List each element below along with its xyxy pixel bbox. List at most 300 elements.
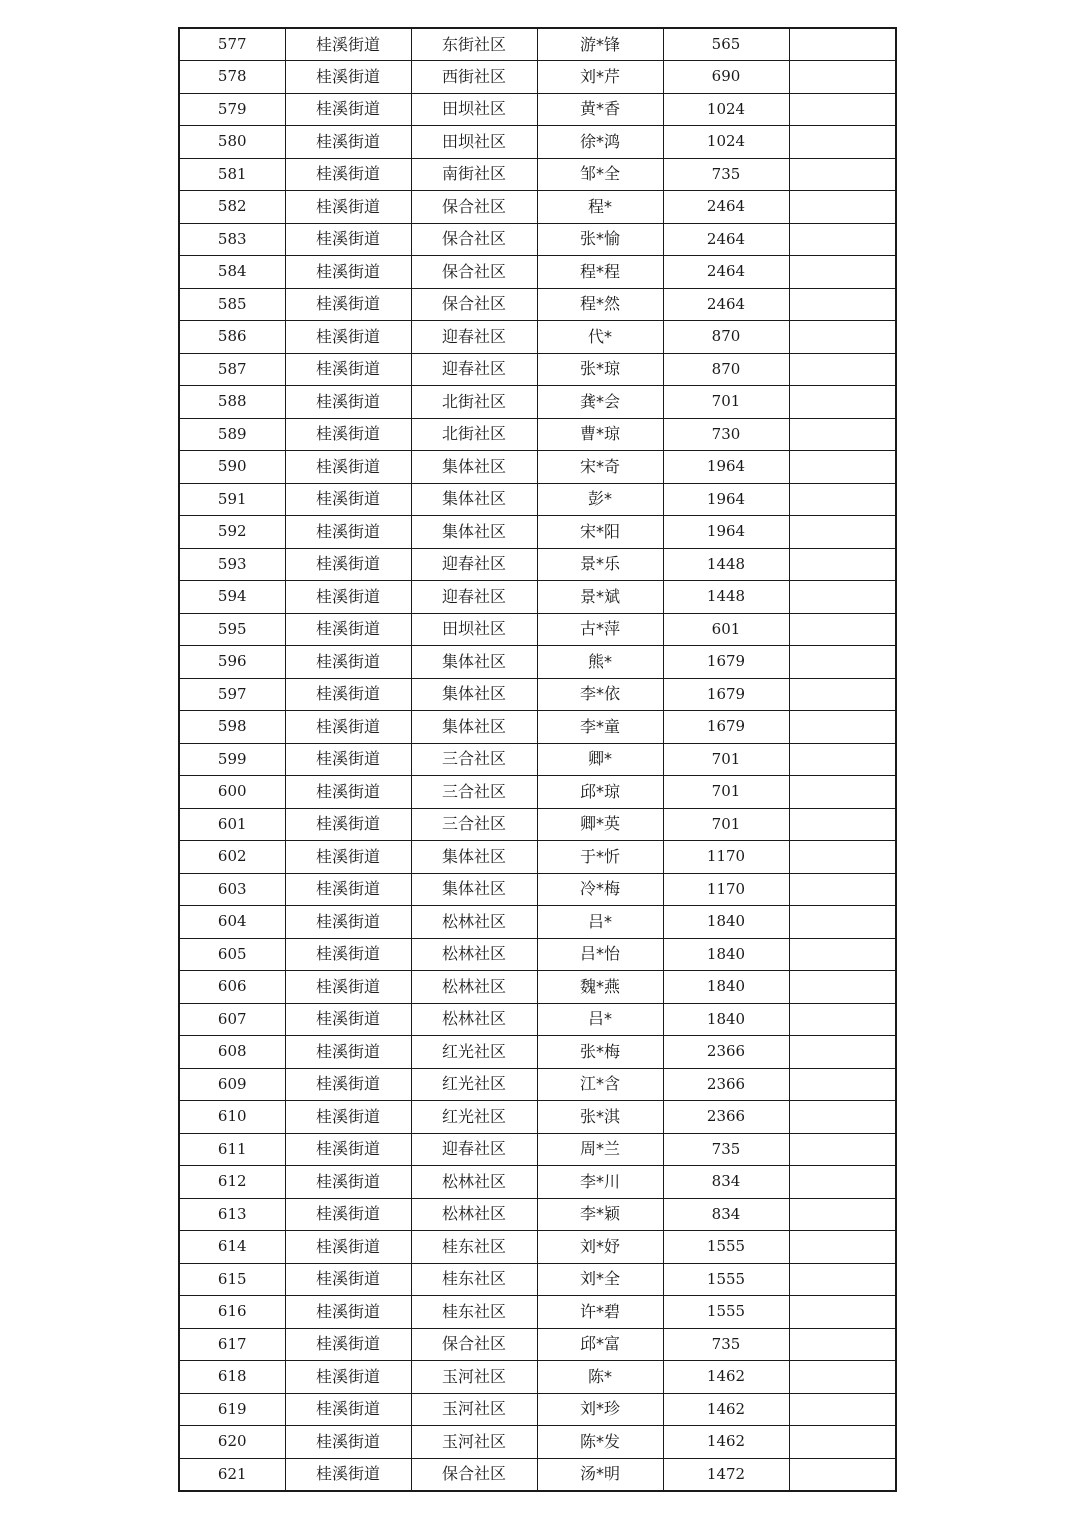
cell-person-name: 邱*琼 bbox=[537, 776, 663, 809]
cell-serial-number: 587 bbox=[179, 353, 285, 386]
table-row bbox=[179, 483, 896, 516]
cell-street: 桂溪街道 bbox=[285, 191, 411, 224]
cell-amount: 2464 bbox=[663, 191, 789, 224]
table-row bbox=[179, 1426, 896, 1459]
cell-street: 桂溪街道 bbox=[285, 321, 411, 354]
cell-person-name: 徐*鸿 bbox=[537, 126, 663, 159]
table-row bbox=[179, 1328, 896, 1361]
cell-community: 田坝社区 bbox=[411, 93, 537, 126]
cell-street: 桂溪街道 bbox=[285, 223, 411, 256]
table-row bbox=[179, 646, 896, 679]
cell-street: 桂溪街道 bbox=[285, 1068, 411, 1101]
cell-person-name: 熊* bbox=[537, 646, 663, 679]
cell-community: 玉河社区 bbox=[411, 1426, 537, 1459]
cell-amount: 735 bbox=[663, 1328, 789, 1361]
cell-person-name: 卿*英 bbox=[537, 808, 663, 841]
cell-amount: 1964 bbox=[663, 483, 789, 516]
cell-remark bbox=[789, 386, 896, 419]
cell-remark bbox=[789, 1263, 896, 1296]
cell-amount: 1679 bbox=[663, 711, 789, 744]
cell-street: 桂溪街道 bbox=[285, 256, 411, 289]
cell-community: 松林社区 bbox=[411, 1003, 537, 1036]
table-row bbox=[179, 906, 896, 939]
cell-community: 集体社区 bbox=[411, 678, 537, 711]
cell-person-name: 刘*芹 bbox=[537, 61, 663, 94]
cell-person-name: 代* bbox=[537, 321, 663, 354]
cell-community: 集体社区 bbox=[411, 873, 537, 906]
cell-person-name: 曹*琼 bbox=[537, 418, 663, 451]
cell-community: 迎春社区 bbox=[411, 581, 537, 614]
table-row bbox=[179, 516, 896, 549]
cell-serial-number: 599 bbox=[179, 743, 285, 776]
cell-remark bbox=[789, 971, 896, 1004]
cell-community: 集体社区 bbox=[411, 711, 537, 744]
cell-street: 桂溪街道 bbox=[285, 1361, 411, 1394]
cell-person-name: 宋*奇 bbox=[537, 451, 663, 484]
cell-amount: 565 bbox=[663, 28, 789, 61]
cell-remark bbox=[789, 1361, 896, 1394]
cell-remark bbox=[789, 1133, 896, 1166]
cell-community: 迎春社区 bbox=[411, 321, 537, 354]
cell-serial-number: 583 bbox=[179, 223, 285, 256]
table-row bbox=[179, 1296, 896, 1329]
cell-street: 桂溪街道 bbox=[285, 93, 411, 126]
table-row bbox=[179, 386, 896, 419]
cell-remark bbox=[789, 1393, 896, 1426]
cell-community: 集体社区 bbox=[411, 841, 537, 874]
cell-remark bbox=[789, 191, 896, 224]
cell-serial-number: 615 bbox=[179, 1263, 285, 1296]
cell-community: 西街社区 bbox=[411, 61, 537, 94]
cell-remark bbox=[789, 1101, 896, 1134]
cell-remark bbox=[789, 451, 896, 484]
cell-community: 保合社区 bbox=[411, 256, 537, 289]
cell-community: 红光社区 bbox=[411, 1068, 537, 1101]
cell-serial-number: 620 bbox=[179, 1426, 285, 1459]
cell-person-name: 宋*阳 bbox=[537, 516, 663, 549]
cell-remark bbox=[789, 841, 896, 874]
cell-remark bbox=[789, 483, 896, 516]
cell-remark bbox=[789, 288, 896, 321]
cell-street: 桂溪街道 bbox=[285, 1458, 411, 1491]
cell-street: 桂溪街道 bbox=[285, 1166, 411, 1199]
cell-serial-number: 597 bbox=[179, 678, 285, 711]
cell-serial-number: 609 bbox=[179, 1068, 285, 1101]
cell-remark bbox=[789, 613, 896, 646]
table-row bbox=[179, 418, 896, 451]
cell-street: 桂溪街道 bbox=[285, 1231, 411, 1264]
cell-serial-number: 621 bbox=[179, 1458, 285, 1491]
cell-serial-number: 584 bbox=[179, 256, 285, 289]
cell-community: 桂东社区 bbox=[411, 1263, 537, 1296]
cell-street: 桂溪街道 bbox=[285, 971, 411, 1004]
cell-remark bbox=[789, 906, 896, 939]
cell-amount: 701 bbox=[663, 776, 789, 809]
cell-serial-number: 611 bbox=[179, 1133, 285, 1166]
cell-remark bbox=[789, 1296, 896, 1329]
cell-amount: 735 bbox=[663, 1133, 789, 1166]
cell-amount: 1964 bbox=[663, 516, 789, 549]
cell-serial-number: 595 bbox=[179, 613, 285, 646]
cell-person-name: 汤*明 bbox=[537, 1458, 663, 1491]
cell-person-name: 李*颖 bbox=[537, 1198, 663, 1231]
cell-amount: 690 bbox=[663, 61, 789, 94]
table-row bbox=[179, 1231, 896, 1264]
cell-amount: 1462 bbox=[663, 1361, 789, 1394]
cell-remark bbox=[789, 321, 896, 354]
cell-street: 桂溪街道 bbox=[285, 1198, 411, 1231]
cell-community: 松林社区 bbox=[411, 1166, 537, 1199]
cell-person-name: 魏*燕 bbox=[537, 971, 663, 1004]
cell-remark bbox=[789, 1198, 896, 1231]
cell-street: 桂溪街道 bbox=[285, 548, 411, 581]
table-row bbox=[179, 191, 896, 224]
cell-remark bbox=[789, 1036, 896, 1069]
cell-street: 桂溪街道 bbox=[285, 1003, 411, 1036]
cell-amount: 1964 bbox=[663, 451, 789, 484]
cell-serial-number: 591 bbox=[179, 483, 285, 516]
cell-serial-number: 619 bbox=[179, 1393, 285, 1426]
cell-amount: 735 bbox=[663, 158, 789, 191]
cell-person-name: 邹*全 bbox=[537, 158, 663, 191]
cell-serial-number: 580 bbox=[179, 126, 285, 159]
table-row bbox=[179, 841, 896, 874]
cell-person-name: 古*萍 bbox=[537, 613, 663, 646]
cell-person-name: 程* bbox=[537, 191, 663, 224]
cell-amount: 1555 bbox=[663, 1231, 789, 1264]
cell-remark bbox=[789, 126, 896, 159]
cell-community: 松林社区 bbox=[411, 971, 537, 1004]
cell-community: 集体社区 bbox=[411, 516, 537, 549]
cell-amount: 701 bbox=[663, 808, 789, 841]
roster-table bbox=[178, 27, 897, 1492]
cell-person-name: 吕* bbox=[537, 1003, 663, 1036]
cell-street: 桂溪街道 bbox=[285, 516, 411, 549]
cell-remark bbox=[789, 418, 896, 451]
cell-amount: 1679 bbox=[663, 646, 789, 679]
cell-person-name: 吕*怡 bbox=[537, 938, 663, 971]
table-row bbox=[179, 1166, 896, 1199]
cell-person-name: 张*梅 bbox=[537, 1036, 663, 1069]
cell-remark bbox=[789, 1458, 896, 1491]
cell-amount: 1840 bbox=[663, 971, 789, 1004]
cell-amount: 601 bbox=[663, 613, 789, 646]
cell-remark bbox=[789, 938, 896, 971]
roster-table-body bbox=[179, 28, 896, 1491]
cell-serial-number: 594 bbox=[179, 581, 285, 614]
cell-serial-number: 617 bbox=[179, 1328, 285, 1361]
cell-street: 桂溪街道 bbox=[285, 841, 411, 874]
cell-amount: 1555 bbox=[663, 1263, 789, 1296]
cell-amount: 2366 bbox=[663, 1068, 789, 1101]
cell-community: 松林社区 bbox=[411, 1198, 537, 1231]
table-row bbox=[179, 1458, 896, 1491]
cell-serial-number: 610 bbox=[179, 1101, 285, 1134]
cell-amount: 2464 bbox=[663, 223, 789, 256]
cell-amount: 870 bbox=[663, 353, 789, 386]
cell-person-name: 李*川 bbox=[537, 1166, 663, 1199]
table-row bbox=[179, 288, 896, 321]
cell-amount: 1840 bbox=[663, 1003, 789, 1036]
cell-street: 桂溪街道 bbox=[285, 418, 411, 451]
cell-community: 桂东社区 bbox=[411, 1231, 537, 1264]
cell-street: 桂溪街道 bbox=[285, 1101, 411, 1134]
table-row bbox=[179, 776, 896, 809]
cell-person-name: 张*琼 bbox=[537, 353, 663, 386]
cell-amount: 2464 bbox=[663, 256, 789, 289]
cell-amount: 1024 bbox=[663, 126, 789, 159]
table-row bbox=[179, 1393, 896, 1426]
cell-remark bbox=[789, 93, 896, 126]
table-row bbox=[179, 743, 896, 776]
cell-person-name: 李*依 bbox=[537, 678, 663, 711]
cell-person-name: 刘*妤 bbox=[537, 1231, 663, 1264]
cell-serial-number: 612 bbox=[179, 1166, 285, 1199]
cell-serial-number: 588 bbox=[179, 386, 285, 419]
cell-amount: 1448 bbox=[663, 581, 789, 614]
cell-remark bbox=[789, 61, 896, 94]
cell-serial-number: 616 bbox=[179, 1296, 285, 1329]
cell-street: 桂溪街道 bbox=[285, 646, 411, 679]
table-row bbox=[179, 126, 896, 159]
cell-community: 三合社区 bbox=[411, 743, 537, 776]
cell-amount: 1170 bbox=[663, 873, 789, 906]
cell-street: 桂溪街道 bbox=[285, 1426, 411, 1459]
table-row bbox=[179, 61, 896, 94]
cell-amount: 1462 bbox=[663, 1426, 789, 1459]
cell-street: 桂溪街道 bbox=[285, 1296, 411, 1329]
cell-community: 迎春社区 bbox=[411, 548, 537, 581]
cell-amount: 701 bbox=[663, 386, 789, 419]
cell-serial-number: 592 bbox=[179, 516, 285, 549]
cell-person-name: 李*童 bbox=[537, 711, 663, 744]
cell-street: 桂溪街道 bbox=[285, 483, 411, 516]
table-row bbox=[179, 678, 896, 711]
cell-street: 桂溪街道 bbox=[285, 1133, 411, 1166]
cell-street: 桂溪街道 bbox=[285, 1036, 411, 1069]
cell-person-name: 刘*珍 bbox=[537, 1393, 663, 1426]
table-row bbox=[179, 223, 896, 256]
cell-person-name: 游*锋 bbox=[537, 28, 663, 61]
cell-serial-number: 596 bbox=[179, 646, 285, 679]
cell-amount: 2464 bbox=[663, 288, 789, 321]
cell-amount: 2366 bbox=[663, 1101, 789, 1134]
cell-serial-number: 585 bbox=[179, 288, 285, 321]
cell-amount: 834 bbox=[663, 1198, 789, 1231]
cell-street: 桂溪街道 bbox=[285, 386, 411, 419]
cell-community: 集体社区 bbox=[411, 451, 537, 484]
cell-person-name: 黄*香 bbox=[537, 93, 663, 126]
cell-person-name: 景*乐 bbox=[537, 548, 663, 581]
cell-amount: 1840 bbox=[663, 938, 789, 971]
cell-street: 桂溪街道 bbox=[285, 353, 411, 386]
cell-community: 三合社区 bbox=[411, 776, 537, 809]
cell-remark bbox=[789, 1426, 896, 1459]
cell-street: 桂溪街道 bbox=[285, 906, 411, 939]
cell-amount: 1024 bbox=[663, 93, 789, 126]
cell-amount: 1555 bbox=[663, 1296, 789, 1329]
cell-serial-number: 593 bbox=[179, 548, 285, 581]
cell-remark bbox=[789, 28, 896, 61]
table-row bbox=[179, 808, 896, 841]
cell-street: 桂溪街道 bbox=[285, 288, 411, 321]
cell-person-name: 江*含 bbox=[537, 1068, 663, 1101]
table-row bbox=[179, 1361, 896, 1394]
cell-remark bbox=[789, 808, 896, 841]
cell-community: 玉河社区 bbox=[411, 1393, 537, 1426]
table-row bbox=[179, 581, 896, 614]
cell-remark bbox=[789, 581, 896, 614]
cell-serial-number: 605 bbox=[179, 938, 285, 971]
cell-amount: 1462 bbox=[663, 1393, 789, 1426]
table-row bbox=[179, 548, 896, 581]
cell-serial-number: 602 bbox=[179, 841, 285, 874]
cell-community: 三合社区 bbox=[411, 808, 537, 841]
table-row bbox=[179, 93, 896, 126]
cell-street: 桂溪街道 bbox=[285, 28, 411, 61]
cell-community: 保合社区 bbox=[411, 1328, 537, 1361]
table-row bbox=[179, 1068, 896, 1101]
cell-street: 桂溪街道 bbox=[285, 808, 411, 841]
table-row bbox=[179, 158, 896, 191]
table-row bbox=[179, 353, 896, 386]
cell-serial-number: 613 bbox=[179, 1198, 285, 1231]
cell-community: 保合社区 bbox=[411, 288, 537, 321]
cell-remark bbox=[789, 743, 896, 776]
cell-serial-number: 618 bbox=[179, 1361, 285, 1394]
cell-street: 桂溪街道 bbox=[285, 613, 411, 646]
cell-remark bbox=[789, 353, 896, 386]
cell-amount: 834 bbox=[663, 1166, 789, 1199]
cell-community: 迎春社区 bbox=[411, 1133, 537, 1166]
cell-person-name: 吕* bbox=[537, 906, 663, 939]
cell-remark bbox=[789, 1231, 896, 1264]
cell-serial-number: 579 bbox=[179, 93, 285, 126]
cell-community: 玉河社区 bbox=[411, 1361, 537, 1394]
cell-street: 桂溪街道 bbox=[285, 1393, 411, 1426]
cell-community: 保合社区 bbox=[411, 1458, 537, 1491]
table-row bbox=[179, 711, 896, 744]
cell-person-name: 周*兰 bbox=[537, 1133, 663, 1166]
cell-remark bbox=[789, 1003, 896, 1036]
table-row bbox=[179, 613, 896, 646]
cell-person-name: 于*忻 bbox=[537, 841, 663, 874]
cell-serial-number: 604 bbox=[179, 906, 285, 939]
cell-street: 桂溪街道 bbox=[285, 743, 411, 776]
cell-serial-number: 614 bbox=[179, 1231, 285, 1264]
cell-remark bbox=[789, 873, 896, 906]
cell-community: 桂东社区 bbox=[411, 1296, 537, 1329]
cell-serial-number: 601 bbox=[179, 808, 285, 841]
cell-serial-number: 607 bbox=[179, 1003, 285, 1036]
cell-street: 桂溪街道 bbox=[285, 158, 411, 191]
cell-amount: 2366 bbox=[663, 1036, 789, 1069]
cell-person-name: 彭* bbox=[537, 483, 663, 516]
cell-person-name: 许*碧 bbox=[537, 1296, 663, 1329]
cell-serial-number: 606 bbox=[179, 971, 285, 1004]
cell-serial-number: 603 bbox=[179, 873, 285, 906]
cell-serial-number: 590 bbox=[179, 451, 285, 484]
cell-community: 田坝社区 bbox=[411, 126, 537, 159]
cell-community: 红光社区 bbox=[411, 1036, 537, 1069]
table-row bbox=[179, 938, 896, 971]
cell-person-name: 刘*全 bbox=[537, 1263, 663, 1296]
cell-person-name: 张*淇 bbox=[537, 1101, 663, 1134]
cell-remark bbox=[789, 223, 896, 256]
table-row bbox=[179, 1036, 896, 1069]
cell-street: 桂溪街道 bbox=[285, 61, 411, 94]
cell-remark bbox=[789, 776, 896, 809]
table-row bbox=[179, 451, 896, 484]
cell-street: 桂溪街道 bbox=[285, 711, 411, 744]
cell-person-name: 程*程 bbox=[537, 256, 663, 289]
cell-street: 桂溪街道 bbox=[285, 1263, 411, 1296]
cell-amount: 1679 bbox=[663, 678, 789, 711]
cell-remark bbox=[789, 1068, 896, 1101]
cell-street: 桂溪街道 bbox=[285, 1328, 411, 1361]
cell-amount: 1840 bbox=[663, 906, 789, 939]
cell-community: 田坝社区 bbox=[411, 613, 537, 646]
cell-community: 红光社区 bbox=[411, 1101, 537, 1134]
cell-person-name: 卿* bbox=[537, 743, 663, 776]
cell-amount: 1472 bbox=[663, 1458, 789, 1491]
cell-person-name: 邱*富 bbox=[537, 1328, 663, 1361]
table-row bbox=[179, 256, 896, 289]
cell-community: 松林社区 bbox=[411, 906, 537, 939]
cell-person-name: 陈*发 bbox=[537, 1426, 663, 1459]
cell-community: 北街社区 bbox=[411, 386, 537, 419]
table-row bbox=[179, 971, 896, 1004]
table-row bbox=[179, 1003, 896, 1036]
table-row bbox=[179, 1101, 896, 1134]
cell-remark bbox=[789, 256, 896, 289]
cell-remark bbox=[789, 1166, 896, 1199]
cell-remark bbox=[789, 678, 896, 711]
cell-community: 北街社区 bbox=[411, 418, 537, 451]
cell-community: 松林社区 bbox=[411, 938, 537, 971]
cell-street: 桂溪街道 bbox=[285, 873, 411, 906]
cell-person-name: 程*然 bbox=[537, 288, 663, 321]
cell-community: 南街社区 bbox=[411, 158, 537, 191]
cell-serial-number: 586 bbox=[179, 321, 285, 354]
table-row bbox=[179, 1263, 896, 1296]
table-row bbox=[179, 1198, 896, 1231]
cell-serial-number: 598 bbox=[179, 711, 285, 744]
cell-serial-number: 600 bbox=[179, 776, 285, 809]
cell-person-name: 龚*会 bbox=[537, 386, 663, 419]
cell-person-name: 冷*梅 bbox=[537, 873, 663, 906]
cell-remark bbox=[789, 516, 896, 549]
cell-person-name: 景*斌 bbox=[537, 581, 663, 614]
cell-street: 桂溪街道 bbox=[285, 776, 411, 809]
cell-serial-number: 582 bbox=[179, 191, 285, 224]
cell-community: 迎春社区 bbox=[411, 353, 537, 386]
cell-street: 桂溪街道 bbox=[285, 451, 411, 484]
cell-remark bbox=[789, 646, 896, 679]
cell-amount: 1170 bbox=[663, 841, 789, 874]
cell-street: 桂溪街道 bbox=[285, 581, 411, 614]
cell-community: 东街社区 bbox=[411, 28, 537, 61]
table-row bbox=[179, 28, 896, 61]
cell-amount: 730 bbox=[663, 418, 789, 451]
cell-street: 桂溪街道 bbox=[285, 678, 411, 711]
cell-serial-number: 589 bbox=[179, 418, 285, 451]
cell-serial-number: 581 bbox=[179, 158, 285, 191]
cell-community: 集体社区 bbox=[411, 646, 537, 679]
cell-amount: 701 bbox=[663, 743, 789, 776]
cell-community: 保合社区 bbox=[411, 191, 537, 224]
cell-serial-number: 577 bbox=[179, 28, 285, 61]
